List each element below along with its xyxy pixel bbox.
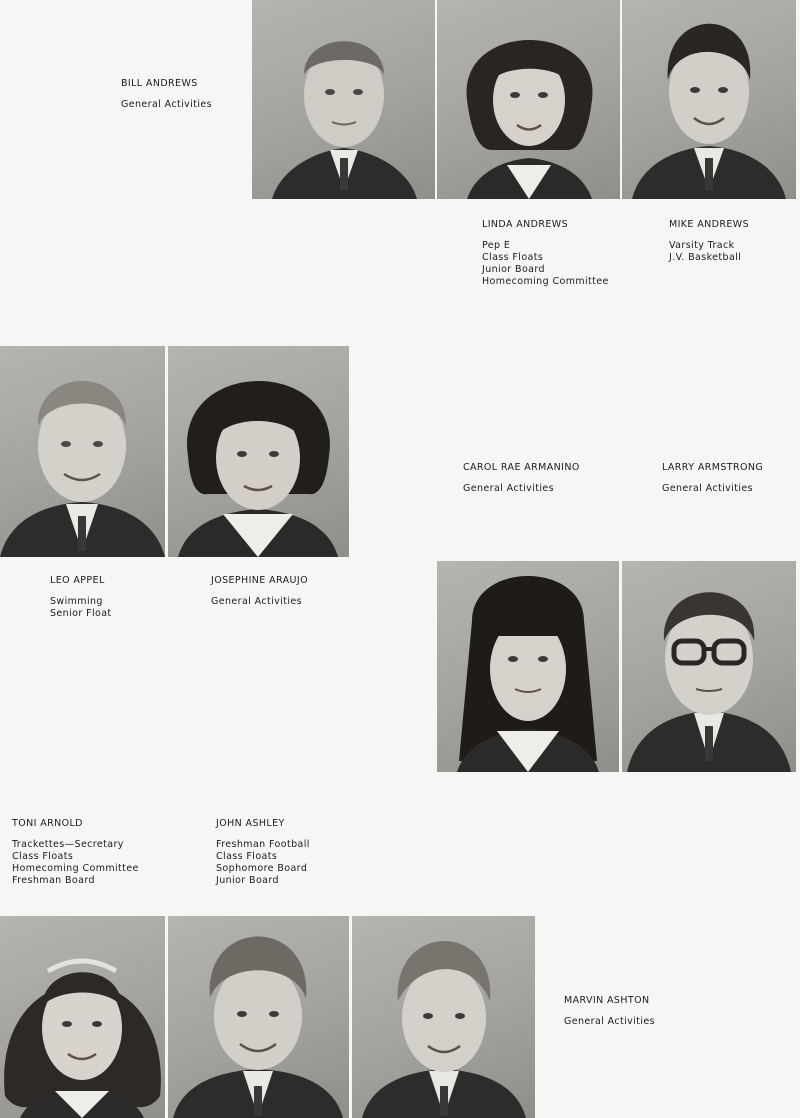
activity-item: Class Floats	[482, 252, 544, 263]
caption-josephine-araujo	[211, 575, 308, 608]
activity-item: General Activities	[121, 99, 212, 110]
activity-item: Varsity Track	[669, 240, 735, 251]
activity-list	[463, 483, 580, 495]
student-name: JOHN ASHLEY	[216, 818, 285, 829]
portrait-larry-armstrong-image	[622, 561, 796, 772]
activity-item: General Activities	[211, 596, 302, 607]
portrait-josephine-araujo	[168, 346, 349, 557]
activity-item: Homecoming Committee	[482, 276, 609, 287]
portrait-john-ashley	[168, 916, 349, 1118]
student-name: LARRY ARMSTRONG	[662, 462, 764, 473]
portrait-mike-andrews	[622, 0, 796, 199]
caption-larry-armstrong	[662, 462, 763, 495]
caption-bill-andrews	[121, 78, 212, 111]
portrait-leo-appel	[0, 346, 165, 557]
activity-list	[121, 99, 212, 111]
activity-item: Class Floats	[12, 851, 74, 862]
activity-item: Freshman Football	[216, 839, 310, 850]
activity-item: General Activities	[662, 483, 753, 494]
activity-item: Junior Board	[482, 264, 545, 275]
portrait-mike-andrews-image	[622, 0, 796, 199]
portrait-josephine-araujo-image	[168, 346, 349, 557]
activity-item: Junior Board	[216, 875, 279, 886]
portrait-john-ashley-image	[168, 916, 349, 1118]
portrait-toni-arnold	[0, 916, 165, 1118]
activity-item: J.V. Basketball	[669, 252, 742, 263]
caption-mike-andrews	[669, 219, 749, 264]
student-name: MARVIN ASHTON	[564, 995, 650, 1006]
caption-leo-appel	[50, 575, 112, 620]
activity-list	[669, 240, 749, 264]
portrait-linda-andrews-image	[437, 0, 620, 199]
caption-john-ashley	[216, 818, 310, 887]
activity-item: General Activities	[564, 1016, 655, 1027]
activity-item: Swimming	[50, 596, 103, 607]
activity-list	[564, 1016, 655, 1028]
student-name: BILL ANDREWS	[121, 78, 198, 89]
activity-item: Freshman Board	[12, 875, 95, 886]
caption-toni-arnold	[12, 818, 139, 887]
portrait-bill-andrews-image	[252, 0, 435, 199]
activity-item: Homecoming Committee	[12, 863, 139, 874]
portrait-toni-arnold-image	[0, 916, 165, 1118]
activity-list	[12, 839, 139, 887]
activity-list	[482, 240, 609, 288]
portrait-carol-rae-armanino-image	[437, 561, 619, 772]
activity-item: Pep E	[482, 240, 511, 251]
activity-item: Sophomore Board	[216, 863, 308, 874]
activity-item: Senior Float	[50, 608, 112, 619]
student-name: MIKE ANDREWS	[669, 219, 749, 230]
caption-marvin-ashton	[564, 995, 655, 1028]
student-name: JOSEPHINE ARAUJO	[211, 575, 308, 586]
student-name: CAROL RAE ARMANINO	[463, 462, 580, 473]
caption-linda-andrews	[482, 219, 609, 288]
activity-item: Class Floats	[216, 851, 278, 862]
activity-list	[211, 596, 308, 608]
portrait-linda-andrews	[437, 0, 620, 199]
activity-list	[662, 483, 763, 495]
caption-carol-rae-armanino	[463, 462, 580, 495]
portrait-bill-andrews	[252, 0, 435, 199]
student-name: TONI ARNOLD	[12, 818, 83, 829]
student-name: LINDA ANDREWS	[482, 219, 569, 230]
portrait-marvin-ashton	[352, 916, 535, 1118]
portrait-carol-rae-armanino	[437, 561, 619, 772]
student-name: LEO APPEL	[50, 575, 105, 586]
portrait-larry-armstrong	[622, 561, 796, 772]
activity-item: Trackettes—Secretary	[12, 839, 124, 850]
portrait-leo-appel-image	[0, 346, 165, 557]
activity-list	[50, 596, 112, 620]
portrait-marvin-ashton-image	[352, 916, 535, 1118]
activity-item: General Activities	[463, 483, 554, 494]
activity-list	[216, 839, 310, 887]
